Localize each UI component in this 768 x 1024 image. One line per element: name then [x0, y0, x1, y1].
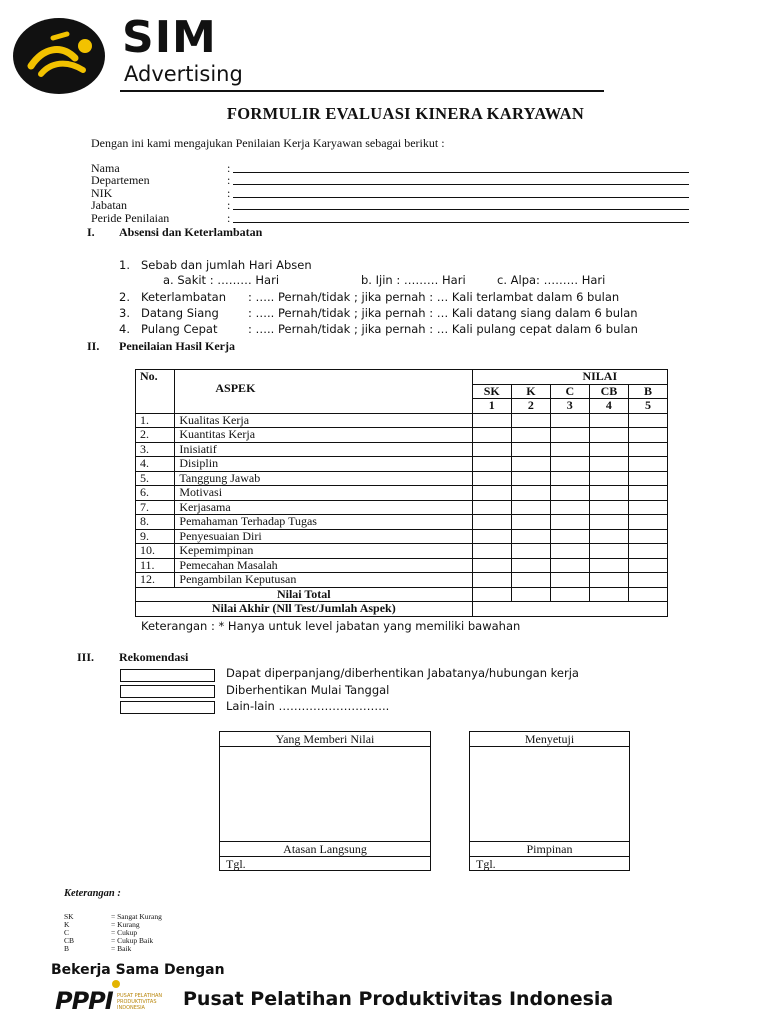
row-number: 6. [136, 486, 175, 501]
table-row [136, 573, 668, 588]
score-cell[interactable] [472, 544, 511, 559]
final-score-row [136, 602, 668, 617]
evaluator-date[interactable]: Tgl. [226, 857, 246, 871]
document-title: FORMULIR EVALUASI KINERA KARYAWAN [226, 104, 585, 123]
grade-header: CB [589, 384, 628, 399]
recommendation-checkbox-terminate[interactable] [120, 685, 215, 698]
table-row [136, 413, 668, 428]
score-cell[interactable] [629, 457, 668, 472]
row-aspect: Tanggung Jawab [175, 471, 472, 486]
row-aspect: Motivasi [175, 486, 472, 501]
score-cell[interactable] [550, 558, 589, 573]
legend-list [64, 913, 162, 953]
score-cell[interactable] [629, 413, 668, 428]
score-cell[interactable] [472, 413, 511, 428]
evaluator-signature-area[interactable] [220, 747, 430, 842]
score-cell[interactable] [550, 413, 589, 428]
section-1-number: I. [87, 225, 95, 239]
legend-title: Keterangan : [64, 888, 121, 899]
field-colon: : [227, 198, 231, 212]
row-number: 5. [136, 471, 175, 486]
row-aspect: Pengambilan Keputusan [175, 573, 472, 588]
table-row [136, 428, 668, 443]
row-number: 4. [136, 457, 175, 472]
section-2-number: II. [87, 339, 100, 353]
score-cell[interactable] [589, 442, 628, 457]
score-cell[interactable] [629, 529, 668, 544]
grade-header: SK [472, 384, 511, 399]
pppi-logo-subtext: PUSAT PELATIHAN PRODUKTIVITAS INDONESIA [117, 993, 163, 1011]
score-cell[interactable] [629, 428, 668, 443]
header-divider [120, 90, 604, 92]
score-cell[interactable] [511, 515, 550, 530]
row-aspect: Kepemimpinan [175, 544, 472, 559]
grade-header: C [550, 384, 589, 399]
legend-item: CB = Cukup Baik [64, 936, 154, 945]
field-colon: : [227, 211, 231, 225]
table-row [136, 515, 668, 530]
score-cell[interactable] [550, 529, 589, 544]
score-cell[interactable] [589, 558, 628, 573]
table-header-row [136, 370, 668, 385]
section-3-title: Rekomendasi [119, 650, 189, 664]
approver-date[interactable]: Tgl. [476, 857, 496, 871]
table-row [136, 544, 668, 559]
row-aspect: Pemecahan Masalah [175, 558, 472, 573]
row-aspect: Kuantitas Kerja [175, 428, 472, 443]
score-cell[interactable] [511, 558, 550, 573]
row-aspect: Kualitas Kerja [175, 413, 472, 428]
score-cell[interactable] [629, 558, 668, 573]
row-number: 2. [136, 428, 175, 443]
table-note: Keterangan : * Hanya untuk level jabatan yang memiliki bawahan [141, 619, 521, 633]
score-cell[interactable] [629, 486, 668, 501]
company-logo [13, 18, 105, 94]
evaluator-signature-box [219, 731, 431, 871]
score-cell[interactable] [472, 558, 511, 573]
table-row [136, 529, 668, 544]
evaluator-role: Atasan Langsung [220, 842, 430, 857]
section-3-number: III. [77, 650, 95, 664]
score-cell[interactable] [589, 413, 628, 428]
lateness-text: : ….. Pernah/tidak ; jika pernah : … Kali terlambat dalam 6 bulan [248, 290, 620, 304]
row-aspect: Inisiatif [175, 442, 472, 457]
score-cell[interactable] [472, 529, 511, 544]
row-number: 9. [136, 529, 175, 544]
field-colon: : [227, 161, 231, 175]
early-leave-text: : ….. Pernah/tidak ; jika pernah : … Kali pulang cepat dalam 6 bulan [248, 322, 638, 336]
brand-tagline: Advertising [124, 62, 243, 86]
score-cell[interactable] [629, 573, 668, 588]
brand-name: SIM [122, 12, 217, 63]
score-cell[interactable] [511, 529, 550, 544]
score-cell[interactable] [589, 500, 628, 515]
score-cell[interactable] [550, 442, 589, 457]
legend-item: C = Cukup [64, 928, 138, 937]
cooperation-label: Bekerja Sama Dengan [51, 962, 225, 978]
early-leave-label: Pulang Cepat [141, 322, 218, 336]
column-header-nilai: NILAI [472, 370, 667, 385]
departemen-field[interactable] [233, 184, 689, 185]
score-cell[interactable] [511, 500, 550, 515]
score-cell[interactable] [550, 573, 589, 588]
score-cell[interactable] [472, 500, 511, 515]
field-label-nama: Nama [91, 161, 120, 175]
organization-name: Pusat Pelatihan Produktivitas Indonesia [183, 988, 614, 1010]
score-cell[interactable] [472, 428, 511, 443]
absence-item-number: 1. [119, 258, 130, 272]
field-label-nik: NIK [91, 186, 113, 200]
evaluation-table [135, 369, 668, 617]
row-number: 11. [136, 558, 175, 573]
row-number: 10. [136, 544, 175, 559]
total-label: Nilai Total [136, 587, 473, 602]
absence-alpha: c. Alpa: ……… Hari [497, 273, 606, 287]
score-cell[interactable] [472, 457, 511, 472]
grade-header: K [511, 384, 550, 399]
field-label-jabatan: Jabatan [91, 198, 127, 212]
score-cell[interactable] [472, 573, 511, 588]
score-cell[interactable] [589, 428, 628, 443]
score-cell[interactable] [589, 544, 628, 559]
table-row [136, 558, 668, 573]
score-cell[interactable] [629, 471, 668, 486]
score-cell[interactable] [472, 587, 511, 602]
section-2-title: Peneilaian Hasil Kerja [119, 339, 235, 353]
score-cell[interactable] [472, 442, 511, 457]
score-cell[interactable] [511, 471, 550, 486]
field-label-periode: Peride Penilaian [91, 211, 170, 225]
grade-number: 5 [629, 399, 668, 414]
row-number: 12. [136, 573, 175, 588]
nik-field[interactable] [233, 197, 689, 198]
nama-field[interactable] [233, 172, 689, 173]
row-aspect: Penyesuaian Diri [175, 529, 472, 544]
score-cell[interactable] [511, 413, 550, 428]
score-cell[interactable] [589, 457, 628, 472]
pppi-logo: PPPI [55, 987, 113, 1015]
absence-permit: b. Ijin : ……… Hari [361, 273, 466, 287]
absence-item-label: Sebab dan jumlah Hari Absen [141, 258, 312, 272]
score-cell[interactable] [629, 515, 668, 530]
late-arrival-number: 3. [119, 306, 130, 320]
table-row [136, 457, 668, 472]
absence-sick: a. Sakit : ……… Hari [163, 273, 280, 287]
recommendation-option: Lain-lain ……………………….. [226, 699, 390, 713]
score-cell[interactable] [550, 500, 589, 515]
score-cell[interactable] [589, 486, 628, 501]
periode-field[interactable] [233, 222, 689, 223]
grade-header: B [629, 384, 668, 399]
legend-item: SK = Sangat Kurang [64, 912, 162, 921]
score-cell[interactable] [511, 486, 550, 501]
sun-icon [112, 980, 120, 988]
late-arrival-label: Datang Siang [141, 306, 219, 320]
score-cell[interactable] [589, 529, 628, 544]
late-arrival-text: : ….. Pernah/tidak ; jika pernah : … Kali datang siang dalam 6 bulan [248, 306, 638, 320]
recommendation-checkbox-other[interactable] [120, 701, 215, 714]
score-cell[interactable] [472, 471, 511, 486]
legend-item: B = Baik [64, 944, 132, 953]
score-cell[interactable] [550, 587, 589, 602]
score-cell[interactable] [589, 587, 628, 602]
score-cell[interactable] [629, 500, 668, 515]
intro-text: Dengan ini kami mengajukan Penilaian Kerja Karyawan sebagai berikut : [91, 136, 445, 150]
grade-number: 1 [472, 399, 511, 414]
table-row [136, 500, 668, 515]
row-number: 8. [136, 515, 175, 530]
column-header-no: No. [136, 370, 175, 414]
approver-signature-area[interactable] [470, 747, 629, 842]
row-number: 7. [136, 500, 175, 515]
score-cell[interactable] [589, 515, 628, 530]
score-cell[interactable] [629, 587, 668, 602]
score-cell[interactable] [550, 544, 589, 559]
recommendation-option: Dapat diperpanjang/diberhentikan Jabatanya/hubungan kerja [226, 666, 579, 680]
legend-item: K = Kurang [64, 920, 140, 929]
recommendation-option: Diberhentikan Mulai Tanggal [226, 683, 390, 697]
row-number: 3. [136, 442, 175, 457]
section-1-title: Absensi dan Keterlambatan [119, 225, 263, 239]
score-cell[interactable] [550, 486, 589, 501]
lateness-label: Keterlambatan [141, 290, 226, 304]
row-aspect: Disiplin [175, 457, 472, 472]
field-label-departemen: Departemen [91, 173, 150, 187]
score-cell[interactable] [550, 457, 589, 472]
row-number: 1. [136, 413, 175, 428]
score-cell[interactable] [589, 471, 628, 486]
score-cell[interactable] [589, 573, 628, 588]
grade-number: 2 [511, 399, 550, 414]
early-leave-number: 4. [119, 322, 130, 336]
score-cell[interactable] [511, 544, 550, 559]
row-aspect: Pemahaman Terhadap Tugas [175, 515, 472, 530]
table-row [136, 442, 668, 457]
jabatan-field[interactable] [233, 209, 689, 210]
approver-header: Menyetuji [470, 732, 629, 747]
score-cell[interactable] [511, 587, 550, 602]
table-row [136, 471, 668, 486]
grade-number: 3 [550, 399, 589, 414]
column-header-aspek: ASPEK [175, 370, 472, 414]
score-cell[interactable] [550, 515, 589, 530]
lateness-number: 2. [119, 290, 130, 304]
logo-emblem-icon [13, 18, 105, 94]
score-cell[interactable] [511, 457, 550, 472]
approver-signature-box [469, 731, 630, 871]
score-cell[interactable] [472, 486, 511, 501]
final-score-cell[interactable] [472, 602, 667, 617]
grade-number: 4 [589, 399, 628, 414]
score-cell[interactable] [629, 544, 668, 559]
final-score-label: Nilai Akhir (Nll Test/Jumlah Aspek) [136, 602, 473, 617]
row-aspect: Kerjasama [175, 500, 472, 515]
evaluator-header: Yang Memberi Nilai [220, 732, 430, 747]
total-row [136, 587, 668, 602]
score-cell[interactable] [550, 428, 589, 443]
score-cell[interactable] [472, 515, 511, 530]
recommendation-checkbox-extend[interactable] [120, 669, 215, 682]
approver-role: Pimpinan [470, 842, 629, 857]
score-cell[interactable] [550, 471, 589, 486]
score-cell[interactable] [511, 573, 550, 588]
field-colon: : [227, 186, 231, 200]
table-row [136, 486, 668, 501]
field-colon: : [227, 173, 231, 187]
score-cell[interactable] [629, 442, 668, 457]
score-cell[interactable] [511, 428, 550, 443]
score-cell[interactable] [511, 442, 550, 457]
